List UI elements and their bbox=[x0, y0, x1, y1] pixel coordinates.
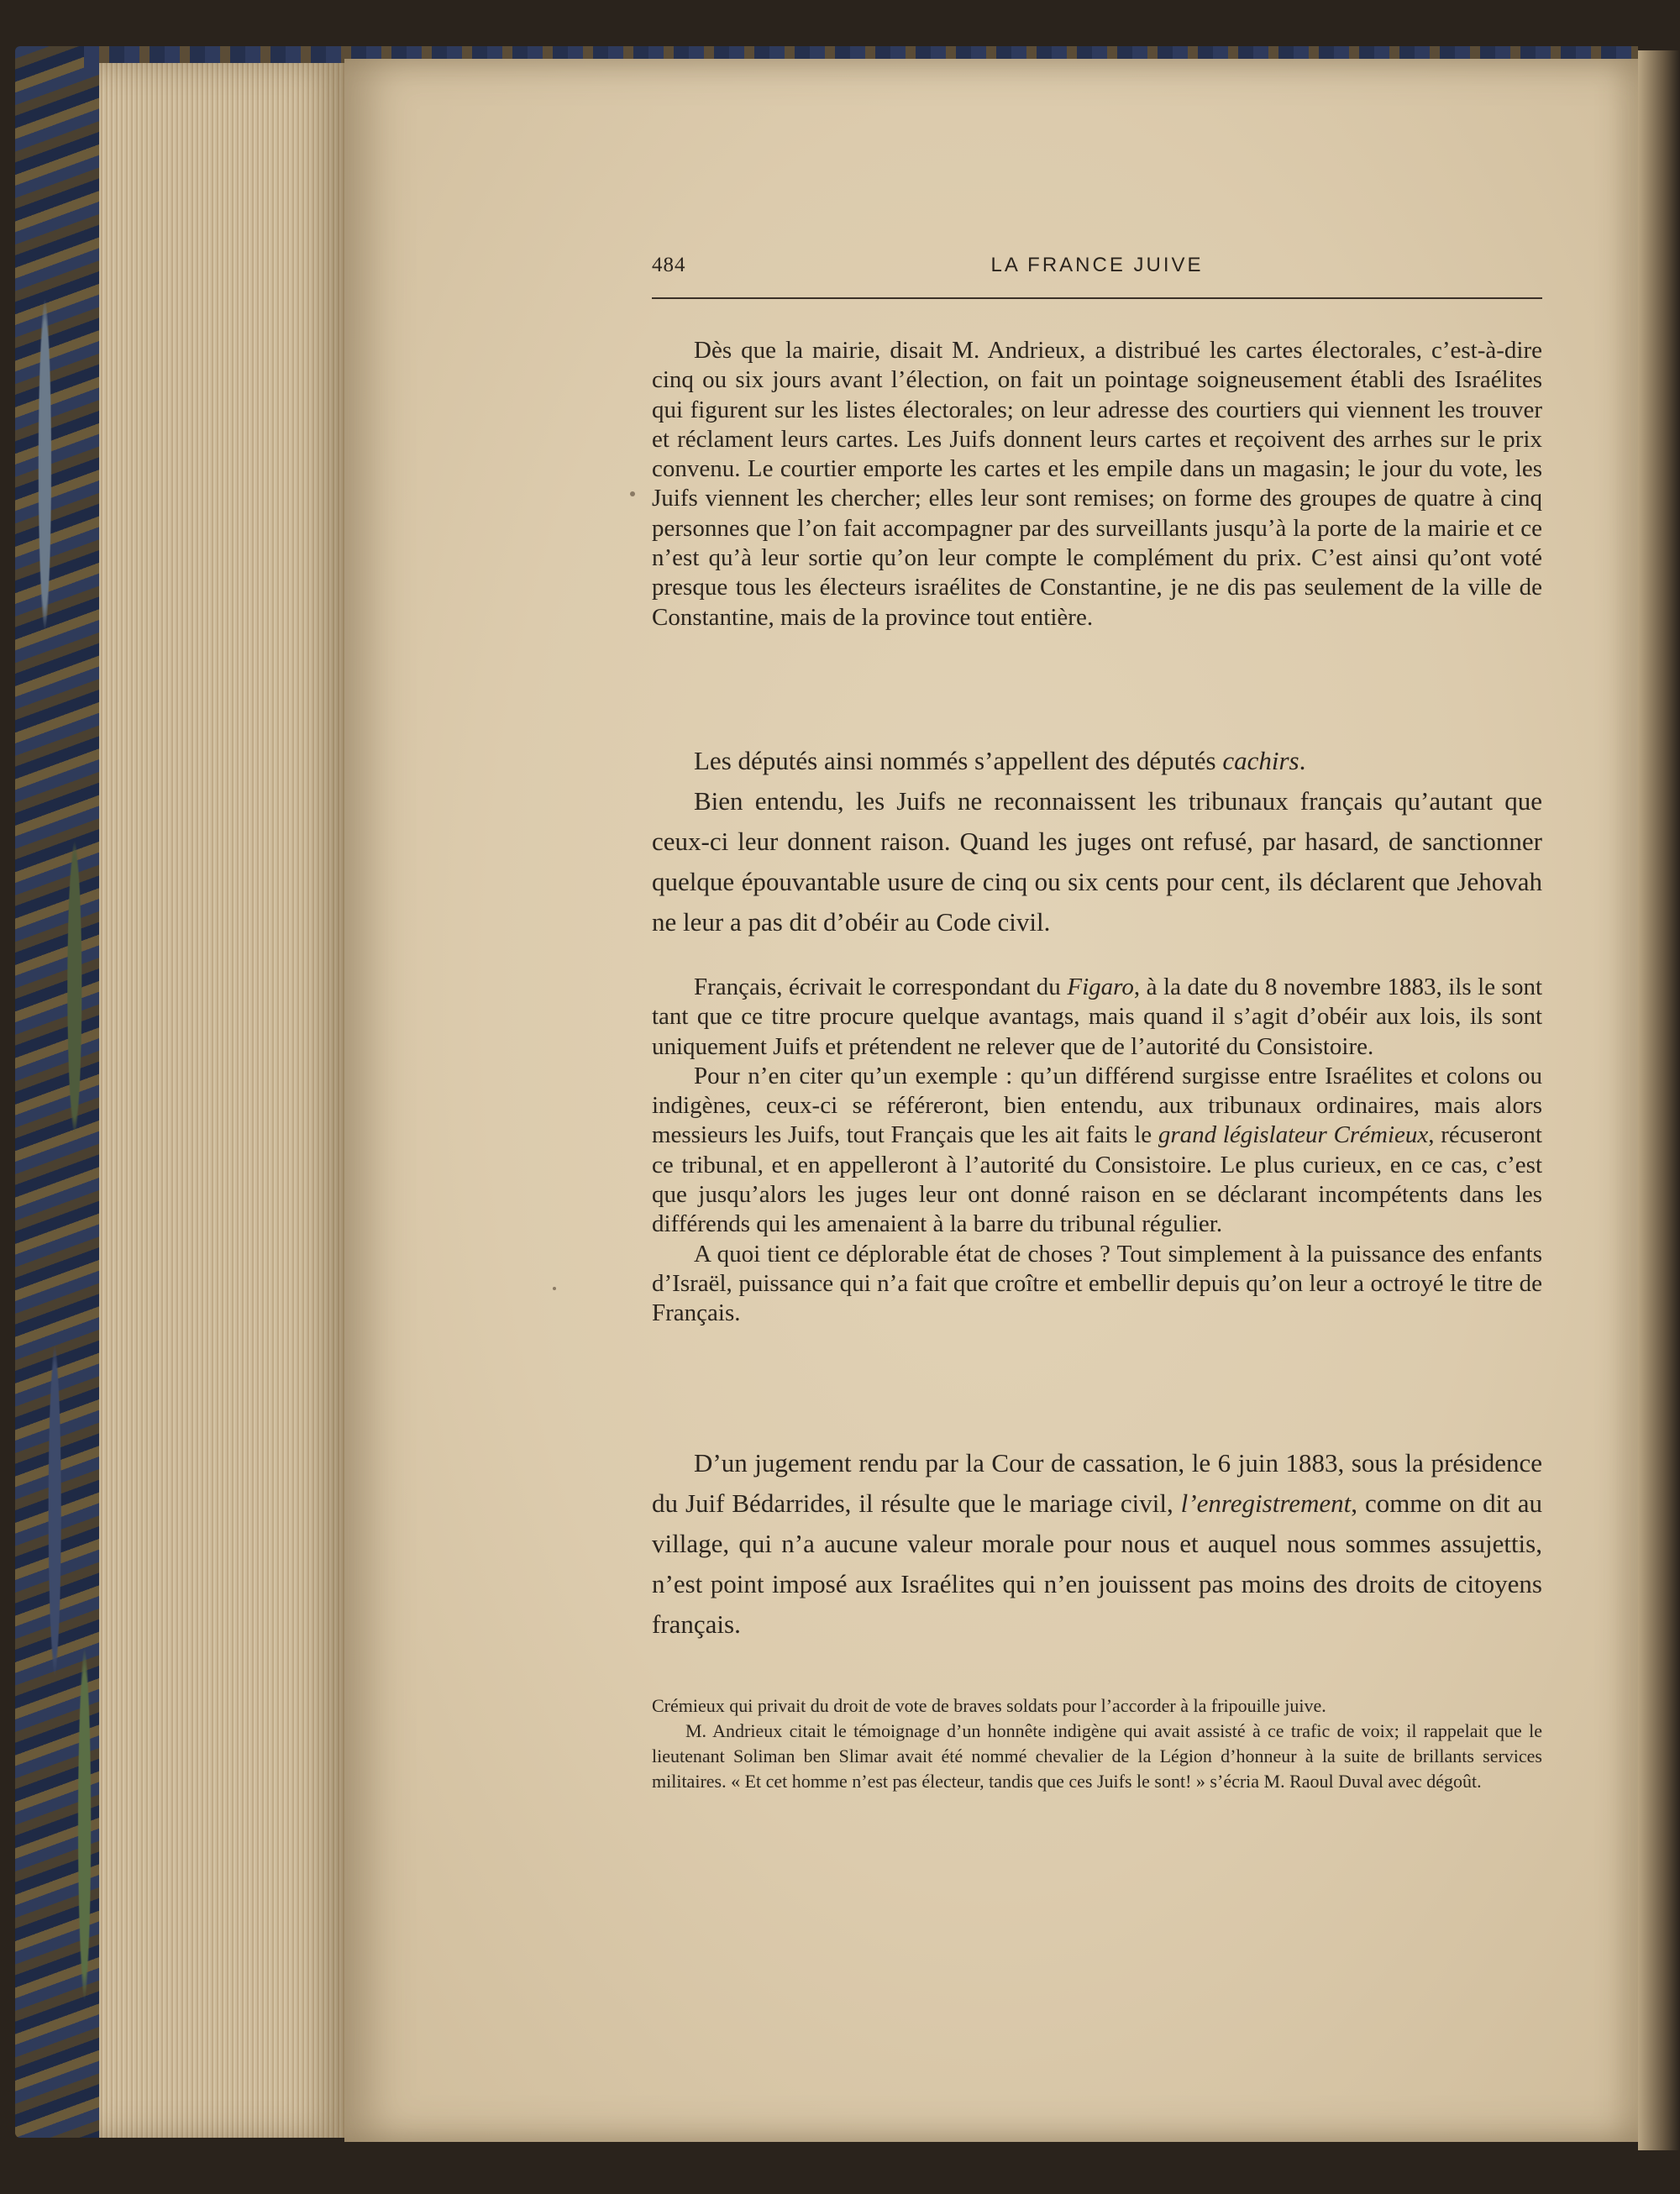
running-head bbox=[652, 254, 1542, 287]
quote-paragraph: Pour n’en citer qu’un exemple : qu’un différend surgisse entre Israélites et colons ou indigènes, ceux-ci se référeront, bien entendu, aux tribunaux ordinaires, mais alors messieurs les Juifs, tout Français que les ait faits le grand législateur Crémieux, récuseront ce tribunal, et en appelleront à l’autorité du Consistoire. Le plus curieux, en ce cas, c’est que jusqu’alors les juges leur ont donné raison en se déclarant incompétents dans les différends qui les amenaient à la barre du tribunal régulier. bbox=[652, 1062, 1542, 1238]
book-right-edge bbox=[1638, 50, 1680, 2150]
page-speck bbox=[553, 1287, 556, 1290]
main-text-block-1 bbox=[652, 741, 1542, 942]
page-stack-edges bbox=[99, 63, 351, 2138]
page-number: 484 bbox=[652, 254, 686, 276]
running-title: LA FRANCE JUIVE bbox=[990, 254, 1204, 276]
main-paragraph: Bien entendu, les Juifs ne reconnaissent les tribunaux français qu’autant que ceux-ci leur donnent raison. Quand les juges ont refusé, par hasard, de sanctionner quelque épouvantable usure de cinq ou six cents pour cent, ils déclarent que Jehovah ne leur a pas dit d’obéir au Code civil. bbox=[652, 786, 1542, 937]
italic-term: l’enregistrement bbox=[1180, 1488, 1352, 1518]
footnote-continuation: Crémieux qui privait du droit de vote de braves soldats pour l’accorder à la fripouille juive. bbox=[652, 1695, 1326, 1716]
quoted-passage-andrieux bbox=[652, 336, 1542, 632]
italic-term: cachirs bbox=[1222, 746, 1299, 775]
footnote-paragraph: M. Andrieux citait le témoignage d’un honnête indigène qui avait assisté à ce trafic de voix; il rappelait que le lieutenant Soliman ben Slimar avait été nommé chevalier de la Légion d’honneur à la suite de brillants services militaires. « Et cet homme n’est pas électeur, tandis que ces Juifs le sont! » s’écria M. Raoul Duval avec dégoût. bbox=[652, 1720, 1542, 1792]
quote-paragraph: Dès que la mairie, disait M. Andrieux, a distribué les cartes électorales, c’est-à-dire cinq ou six jours avant l’élection, on fait un pointage soigneusement établi des Israélites qui figurent sur les listes électorales; on leur adresse des courtiers qui viennent les trouver et réclament leurs cartes. Les Juifs donnent leurs cartes et reçoivent des arrhes sur le prix convenu. Le courtier emporte les cartes et les empile dans un magasin; le jour du vote, les Juifs viennent les chercher; elles leur sont remises; on forme des groupes de quatre à cinq personnes que l’on fait accompagner par des surveillants jusqu’à la porte de la mairie et ce n’est qu’à leur sortie qu’on leur compte le complément du prix. C’est ainsi qu’ont voté presque tous les électeurs israélites de Constantine, je ne dis pas seulement de la ville de Constantine, mais de la province tout entière. bbox=[652, 337, 1542, 631]
quoted-passage-figaro bbox=[652, 973, 1542, 1329]
header-rule bbox=[652, 297, 1542, 299]
main-paragraph: Les députés ainsi nommés s’appellent des députés cachirs. bbox=[694, 746, 1306, 775]
quote-paragraph: Français, écrivait le correspondant du Figaro, à la date du 8 novembre 1883, ils le sont tant que ce titre procure quelque avantags, mais quand il s’agit d’obéir aux lois, ils sont uniquement Juifs et prétendent ne relever que de l’autorité du Consistoire. bbox=[652, 974, 1543, 1060]
italic-term: grand législateur Crémieux bbox=[1158, 1121, 1429, 1149]
quote-paragraph: A quoi tient ce déplorable état de choses ? Tout simplement à la puissance des enfants d’Israël, puissance qui n’a fait que croître et embellir depuis qu’on leur a octroyé le titre de Français. bbox=[652, 1240, 1542, 1327]
italic-term: Figaro bbox=[1067, 974, 1134, 1000]
page-speck bbox=[630, 491, 635, 496]
footnotes bbox=[652, 1693, 1542, 1794]
main-text-block-2 bbox=[652, 1443, 1542, 1645]
main-paragraph: D’un jugement rendu par la Cour de cassation, le 6 juin 1883, sous la présidence du Juif Bédarrides, il résulte que le mariage civil, l’enregistrement, comme on dit au village, qui n’a aucune valeur morale pour nous et auquel nous sommes assujettis, n’est point imposé aux Israélites qui n’en jouissent pas moins des droits de citoyens français. bbox=[652, 1448, 1542, 1639]
